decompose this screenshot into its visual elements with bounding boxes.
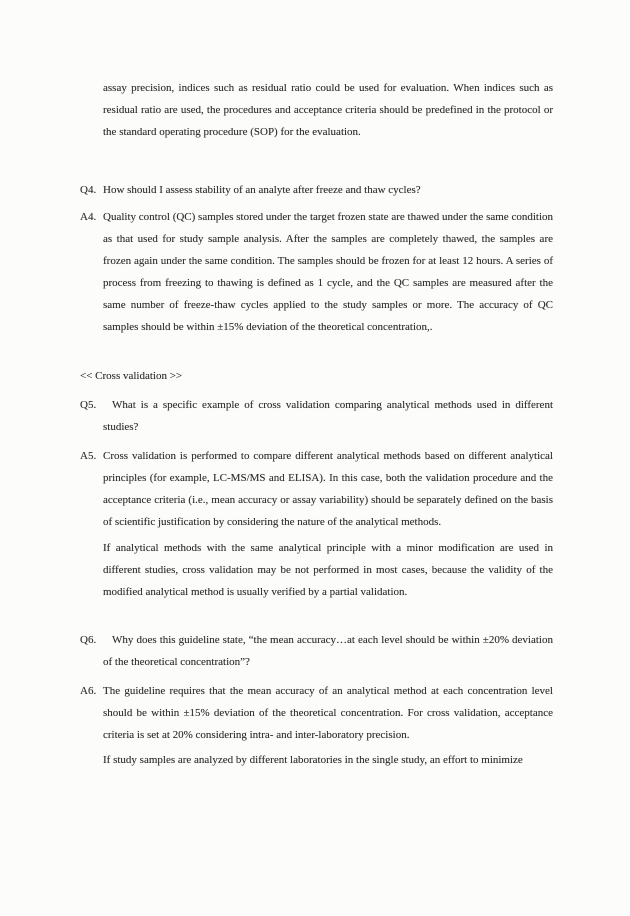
section-heading-cross-validation: << Cross validation >> (80, 370, 183, 382)
answer-a6-label: A6. (80, 685, 97, 697)
answer-a4 (80, 206, 553, 338)
answer-a5-label: A5. (80, 450, 97, 462)
answer-a6-text: The guideline requires that the mean accuracy of an analytical method at each concentration level should be within ±15% deviation of the theoretical concentration. For cross validation, acceptance criteria is set at 20% considering intra- and inter-laboratory precision. (103, 685, 553, 741)
answer-a5 (80, 445, 553, 533)
answer-a5-text: Cross validation is performed to compare different analytical methods based on different analytical principles (for example, LC-MS/MS and ELISA). In this case, both the validation procedure and the acceptance criteria (i.e., mean accuracy or assay variability) should be separately defined on the basis of scientific justification by considering the nature of the analytical methods. (103, 450, 553, 528)
question-q4 (80, 179, 553, 201)
intro-continuation-paragraph: assay precision, indices such as residual ratio could be used for evaluation. When indices such as residual ratio are used, the procedures and acceptance criteria should be predefined in the protocol or the standard operating procedure (SOP) for the evaluation. (103, 82, 553, 138)
question-q6-text: Why does this guideline state, “the mean accuracy…at each level should be within ±20% deviation of the theoretical concentration”? (103, 634, 553, 668)
answer-a6-continuation-paragraph: If study samples are analyzed by different laboratories in the single study, an effort to minimize (103, 754, 523, 766)
question-q6 (80, 629, 553, 673)
question-q6-label: Q6. (80, 634, 97, 646)
question-q5-text: What is a specific example of cross validation comparing analytical methods used in different studies? (103, 399, 553, 433)
answer-a6 (80, 680, 553, 746)
answer-a4-text: Quality control (QC) samples stored under the target frozen state are thawed under the same condition as that used for study sample analysis. After the samples are completely thawed, the samples are frozen again under the same condition. The samples should be frozen for at least 12 hours. A series of process from freezing to thawing is defined as 1 cycle, and the QC samples are measured after the same number of freeze-thaw cycles applied to the study samples or more. The accuracy of QC samples should be within ±15% deviation of the theoretical concentration,. (103, 211, 553, 333)
question-q4-label: Q4. (80, 184, 97, 196)
answer-a4-label: A4. (80, 211, 97, 223)
answer-a5-continuation-paragraph: If analytical methods with the same analytical principle with a minor modification are used in different studies, cross validation may be not performed in most cases, because the validity of the modified analytical method is usually verified by a partial validation. (103, 542, 553, 598)
question-q5-label: Q5. (80, 399, 97, 411)
question-q4-text: How should I assess stability of an analyte after freeze and thaw cycles? (103, 184, 421, 196)
question-q5 (80, 394, 553, 438)
